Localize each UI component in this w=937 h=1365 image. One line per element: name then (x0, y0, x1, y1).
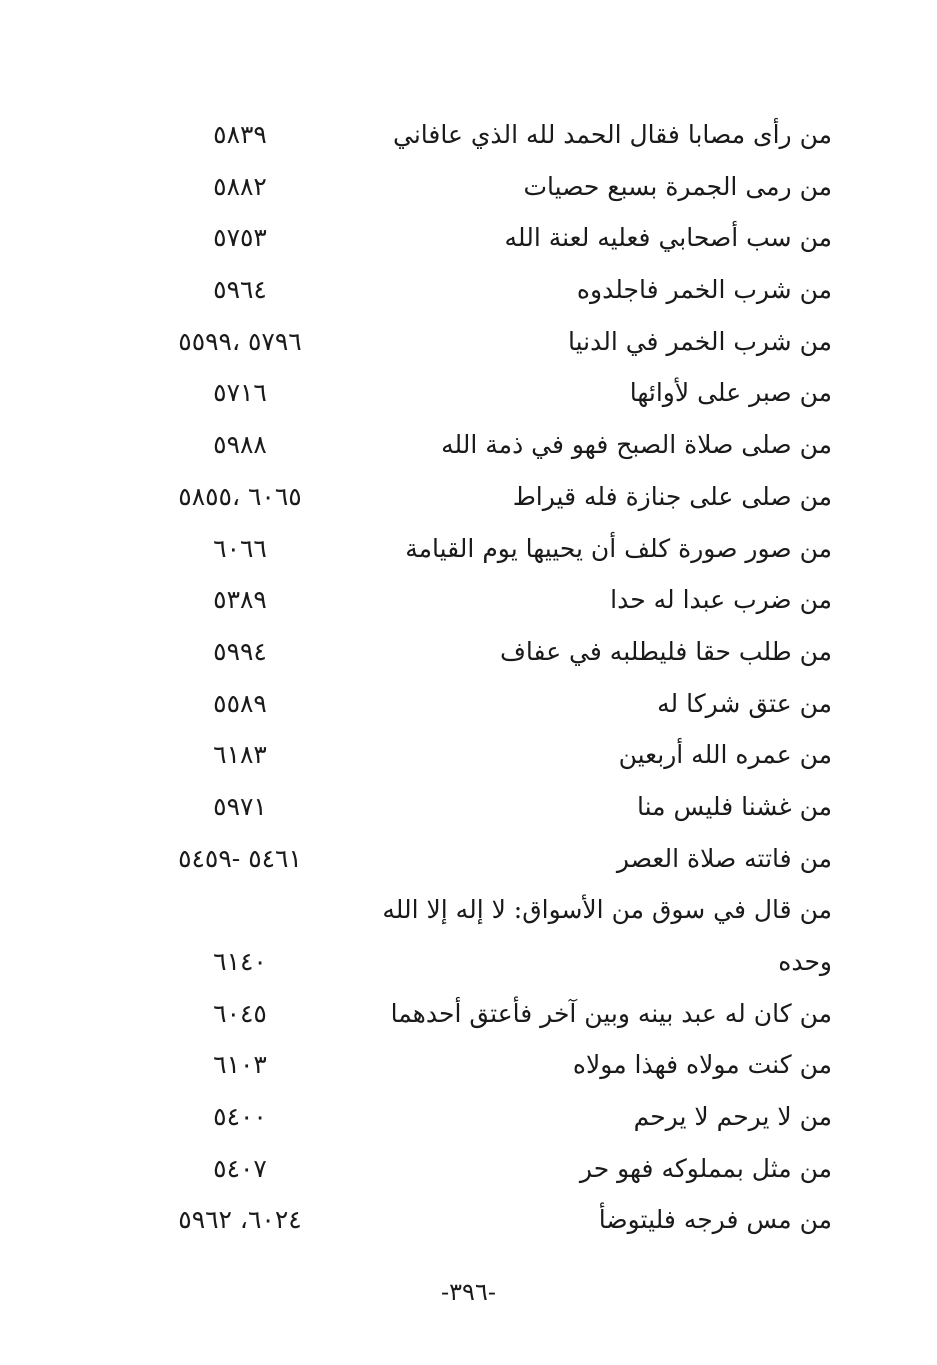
hadith-text: من غشنا فليس منا (637, 791, 832, 821)
hadith-ref-number: ٦١٨٣ (213, 740, 267, 770)
hadith-text: من لا يرحم لا يرحم (633, 1102, 832, 1132)
list-item (0, 885, 937, 937)
list-item (0, 730, 937, 782)
hadith-text: من شرب الخمر في الدنيا (567, 326, 832, 356)
hadith-ref-number: ٦٠٤٥ (213, 998, 267, 1028)
list-item (0, 524, 937, 576)
list-item (0, 1040, 937, 1092)
hadith-text: من صور صورة كلف أن يحييها يوم القيامة (405, 533, 832, 563)
hadith-text: من كان له عبد بينه وبين آخر فأعتق أحدهما (390, 998, 832, 1028)
hadith-text: من ضرب عبدا له حدا (610, 585, 832, 615)
page-number: -٣٩٦- (441, 1278, 496, 1306)
hadith-ref-number: ٥٩٨٨ (213, 430, 267, 460)
list-item (0, 213, 937, 265)
hadith-index-list (0, 110, 937, 1247)
list-item (0, 1195, 937, 1247)
hadith-text: من عتق شركا له (657, 688, 832, 718)
list-item (0, 317, 937, 369)
list-item (0, 110, 937, 162)
hadith-ref-number: ٥٧٥٣ (213, 223, 267, 253)
list-item (0, 420, 937, 472)
list-item (0, 265, 937, 317)
hadith-ref-number: ٥٣٨٩ (213, 585, 267, 615)
hadith-ref-number: ٥٩٦٤ (213, 275, 267, 305)
hadith-ref-number: ٥٧٩٦ ،٥٥٩٩ (178, 326, 302, 356)
hadith-text: من مس فرجه فليتوضأ (598, 1205, 832, 1235)
hadith-ref-number: ٥٥٨٩ (213, 688, 267, 718)
list-item (0, 575, 937, 627)
hadith-ref-number: ٦١٤٠ (213, 947, 267, 976)
hadith-text: من صبر على لأوائها (629, 378, 832, 408)
hadith-ref-number: ٥٨٣٩ (213, 120, 267, 149)
hadith-text: من مثل بمملوكه فهو حر (579, 1153, 832, 1183)
hadith-ref-number: ٦١٠٣ (213, 1050, 267, 1080)
list-item (0, 1144, 937, 1196)
hadith-text: من فاتته صلاة العصر (616, 843, 832, 873)
hadith-ref-number: ٥٤٦١ -٥٤٥٩ (178, 843, 302, 873)
list-item (0, 834, 937, 886)
hadith-ref-number: ٥٤٠٠ (213, 1102, 267, 1132)
hadith-ref-number: ٥٩٩٤ (213, 636, 267, 666)
hadith-text: من سب أصحابي فعليه لعنة الله (504, 223, 832, 253)
list-item (0, 472, 937, 524)
list-item (0, 368, 937, 420)
hadith-ref-number: ٥٨٨٢ (213, 171, 267, 201)
hadith-text: من طلب حقا فليطلبه في عفاف (500, 636, 832, 666)
hadith-ref-number: ٦٠٢٤، ٥٩٦٢ (178, 1205, 302, 1235)
hadith-ref-number: ٥٩٧١ (213, 791, 267, 821)
list-item (0, 679, 937, 731)
hadith-text: من قال في سوق من الأسواق: لا إله إلا الله (382, 895, 832, 925)
list-item (0, 627, 937, 679)
hadith-text: وحده (778, 947, 832, 976)
hadith-ref-number: ٥٧١٦ (213, 378, 267, 408)
hadith-text: من كنت مولاه فهذا مولاه (572, 1050, 832, 1080)
hadith-ref-number: ٦٠٦٦ (213, 533, 267, 563)
list-item (0, 782, 937, 834)
hadith-text: من رمى الجمرة بسبع حصيات (523, 171, 832, 201)
hadith-text: من رأى مصابا فقال الحمد لله الذي عافاني (392, 120, 832, 149)
hadith-text: من شرب الخمر فاجلدوه (576, 275, 832, 305)
hadith-text: من صلى على جنازة فله قيراط (512, 481, 832, 511)
hadith-text: من صلى صلاة الصبح فهو في ذمة الله (441, 430, 832, 460)
hadith-ref-number: ٦٠٦٥ ،٥٨٥٥ (178, 481, 302, 511)
list-item (0, 989, 937, 1041)
list-item (0, 1092, 937, 1144)
list-item (0, 162, 937, 214)
hadith-text: من عمره الله أربعين (618, 740, 832, 770)
list-item (0, 937, 937, 989)
hadith-ref-number: ٥٤٠٧ (213, 1153, 267, 1183)
